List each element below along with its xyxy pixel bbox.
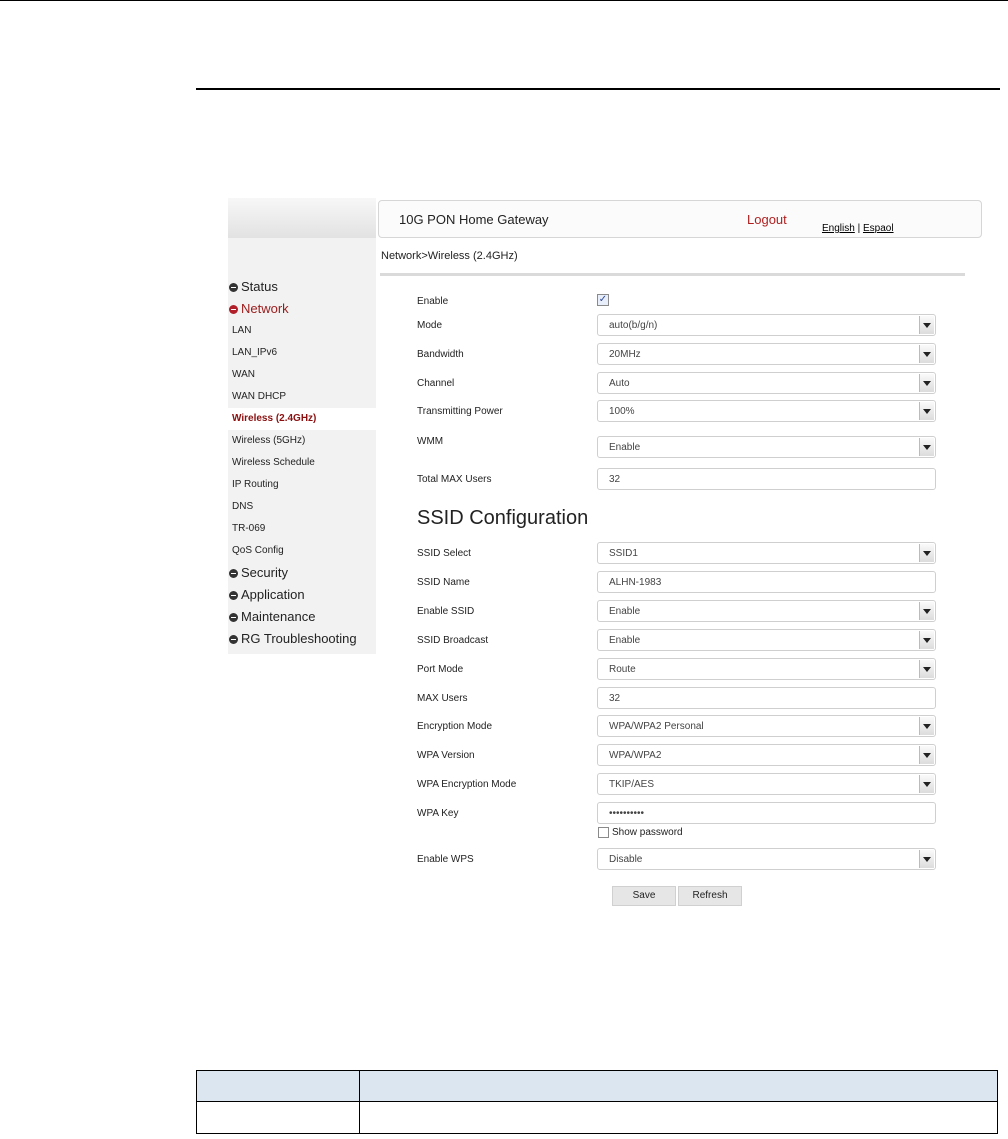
- enable-wps-label: Enable WPS: [417, 854, 474, 865]
- ssid-broadcast-select[interactable]: [597, 629, 936, 651]
- sidebar-cat-network[interactable]: [228, 298, 376, 320]
- wpa-version-label: WPA Version: [417, 750, 475, 761]
- enable-wps-row: [378, 848, 938, 872]
- bandwidth-value: 20MHz: [609, 349, 641, 360]
- wmm-row: [378, 436, 938, 460]
- collapse-icon: [229, 305, 238, 314]
- power-select[interactable]: [597, 400, 936, 422]
- lang-english-link[interactable]: English: [822, 223, 855, 234]
- enable-row: [378, 290, 938, 314]
- encryption-mode-row: [378, 715, 938, 739]
- bandwidth-select[interactable]: [597, 343, 936, 365]
- sidebar-cat-label: Status: [241, 279, 278, 294]
- sidebar-cat-rg-troubleshooting[interactable]: [228, 628, 376, 650]
- table-header-cell: [197, 1071, 360, 1102]
- sidebar-cat-label: Maintenance: [241, 609, 316, 624]
- table-row: [197, 1102, 998, 1134]
- ssid-section-title: SSID Configuration: [417, 507, 589, 529]
- lang-espanol-link[interactable]: Espaol: [862, 223, 894, 234]
- encryption-mode-label: Encryption Mode: [417, 721, 493, 732]
- dropdown-arrow-icon: [919, 316, 934, 334]
- breadcrumb: Network>Wireless (2.4GHz): [381, 250, 518, 262]
- lang-separator: |: [857, 223, 861, 234]
- ssid-name-row: [378, 571, 938, 595]
- ssid-select-row: [378, 542, 938, 566]
- dropdown-arrow-icon: [919, 374, 934, 392]
- total-max-row: [378, 468, 938, 492]
- sidebar-item-wireless-24[interactable]: Wireless (2.4GHz): [228, 408, 376, 430]
- page-top-rule: [0, 0, 1008, 1]
- enable-label: Enable: [417, 296, 449, 307]
- enable-wps-value: Disable: [609, 854, 643, 865]
- max-users-input[interactable]: [597, 687, 936, 709]
- wpa-key-value: ••••••••••: [609, 808, 645, 819]
- refresh-button[interactable]: Refresh: [678, 886, 742, 906]
- wpa-encryption-value: TKIP/AES: [609, 779, 655, 790]
- channel-label: Channel: [417, 378, 455, 389]
- enable-wps-select[interactable]: [597, 848, 936, 870]
- max-users-value: 32: [609, 693, 621, 704]
- expand-icon: [229, 591, 238, 600]
- sidebar-cat-label: RG Troubleshooting: [241, 631, 357, 646]
- sidebar: [228, 198, 376, 654]
- wpa-version-select[interactable]: [597, 744, 936, 766]
- wmm-select[interactable]: [597, 436, 936, 458]
- enable-ssid-select[interactable]: [597, 600, 936, 622]
- wpa-encryption-label: WPA Encryption Mode: [417, 779, 517, 790]
- wpa-key-input[interactable]: [597, 802, 936, 824]
- logout-link[interactable]: Logout: [747, 212, 787, 227]
- sidebar-header: [228, 198, 376, 238]
- sidebar-cat-label: Security: [241, 565, 288, 580]
- wpa-key-label: WPA Key: [417, 808, 459, 819]
- show-password-label: Show password: [612, 827, 683, 838]
- app-title: 10G PON Home Gateway: [399, 212, 549, 227]
- dropdown-arrow-icon: [919, 775, 934, 793]
- expand-icon: [229, 613, 238, 622]
- expand-icon: [229, 283, 238, 292]
- dropdown-arrow-icon: [919, 717, 934, 735]
- dropdown-arrow-icon: [919, 660, 934, 678]
- port-mode-select[interactable]: [597, 658, 936, 680]
- expand-icon: [229, 569, 238, 578]
- bandwidth-row: [378, 343, 938, 367]
- ssid-broadcast-label: SSID Broadcast: [417, 635, 489, 646]
- dropdown-arrow-icon: [919, 850, 934, 868]
- wpa-version-value: WPA/WPA2: [609, 750, 662, 761]
- dropdown-arrow-icon: [919, 746, 934, 764]
- sidebar-cat-maintenance[interactable]: [228, 606, 376, 628]
- bandwidth-label: Bandwidth: [417, 349, 464, 360]
- dropdown-arrow-icon: [919, 345, 934, 363]
- wmm-value: Enable: [609, 442, 641, 453]
- sidebar-menu: [228, 276, 376, 650]
- table-cell: [360, 1102, 998, 1134]
- expand-icon: [229, 635, 238, 644]
- channel-value: Auto: [609, 378, 630, 389]
- channel-row: [378, 372, 938, 396]
- ssid-broadcast-row: [378, 629, 938, 653]
- save-button[interactable]: Save: [612, 886, 676, 906]
- total-max-input[interactable]: [597, 468, 936, 490]
- sidebar-cat-status[interactable]: [228, 276, 376, 298]
- table-cell: [197, 1102, 360, 1134]
- sidebar-item-ip-routing[interactable]: IP Routing: [232, 479, 279, 490]
- port-mode-row: [378, 658, 938, 682]
- wpa-encryption-select[interactable]: [597, 773, 936, 795]
- total-max-label: Total MAX Users: [417, 474, 492, 485]
- wmm-label: WMM: [417, 436, 444, 447]
- port-mode-label: Port Mode: [417, 664, 464, 675]
- show-password-toggle[interactable]: [598, 827, 683, 838]
- sidebar-cat-application[interactable]: [228, 584, 376, 606]
- sidebar-item-dns[interactable]: DNS: [232, 501, 254, 512]
- sidebar-item-qos-config[interactable]: QoS Config: [232, 545, 284, 556]
- dropdown-arrow-icon: [919, 544, 934, 562]
- sidebar-item-wireless-5[interactable]: Wireless (5GHz): [232, 435, 306, 446]
- table-header-cell: [360, 1071, 998, 1102]
- gateway-screenshot: [228, 198, 980, 918]
- language-switch: [822, 223, 894, 234]
- table-header-row: [197, 1071, 998, 1102]
- ssid-broadcast-value: Enable: [609, 635, 641, 646]
- encryption-mode-value: WPA/WPA2 Personal: [609, 721, 704, 732]
- dropdown-arrow-icon: [919, 631, 934, 649]
- dropdown-arrow-icon: [919, 402, 934, 420]
- power-label: Transmitting Power: [417, 406, 503, 417]
- sidebar-item-wireless-schedule[interactable]: Wireless Schedule: [232, 457, 315, 468]
- ssid-select-value: SSID1: [609, 548, 638, 559]
- total-max-value: 32: [609, 474, 621, 485]
- channel-select[interactable]: [597, 372, 936, 394]
- mode-label: Mode: [417, 320, 443, 331]
- sidebar-item-tr069[interactable]: TR-069: [232, 523, 266, 534]
- enable-ssid-label: Enable SSID: [417, 606, 475, 617]
- max-users-row: [378, 687, 938, 711]
- sidebar-item-lan[interactable]: LAN: [232, 325, 252, 336]
- ssid-name-value: ALHN-1983: [609, 577, 662, 588]
- sidebar-cat-security[interactable]: [228, 562, 376, 584]
- dropdown-arrow-icon: [919, 438, 934, 456]
- sidebar-item-wan[interactable]: WAN: [232, 369, 255, 380]
- ssid-name-label: SSID Name: [417, 577, 470, 588]
- mode-row: [378, 314, 938, 338]
- wpa-version-row: [378, 744, 938, 768]
- enable-ssid-value: Enable: [609, 606, 641, 617]
- sidebar-item-lan-ipv6[interactable]: LAN_IPv6: [232, 347, 278, 358]
- ssid-name-input[interactable]: [597, 571, 936, 593]
- enable-checkbox[interactable]: ✓: [598, 294, 608, 305]
- sidebar-cat-label: Application: [241, 587, 305, 602]
- wpa-encryption-row: [378, 773, 938, 797]
- top-bar: [378, 200, 982, 238]
- power-value: 100%: [609, 406, 635, 417]
- dropdown-arrow-icon: [919, 602, 934, 620]
- mode-value: auto(b/g/n): [609, 320, 658, 331]
- sidebar-item-wan-dhcp[interactable]: WAN DHCP: [232, 391, 287, 402]
- description-table: [196, 1070, 998, 1134]
- wpa-key-row: [378, 802, 938, 826]
- show-password-checkbox[interactable]: [598, 827, 609, 838]
- power-row: [378, 400, 938, 424]
- encryption-mode-select[interactable]: [597, 715, 936, 737]
- enable-ssid-row: [378, 600, 938, 624]
- mode-select[interactable]: [597, 314, 936, 336]
- max-users-label: MAX Users: [417, 693, 468, 704]
- sidebar-cat-label: Network: [241, 301, 289, 316]
- port-mode-value: Route: [609, 664, 636, 675]
- breadcrumb-divider: [380, 273, 965, 276]
- header-rule: [196, 88, 1000, 90]
- ssid-select[interactable]: [597, 542, 936, 564]
- ssid-select-label: SSID Select: [417, 548, 471, 559]
